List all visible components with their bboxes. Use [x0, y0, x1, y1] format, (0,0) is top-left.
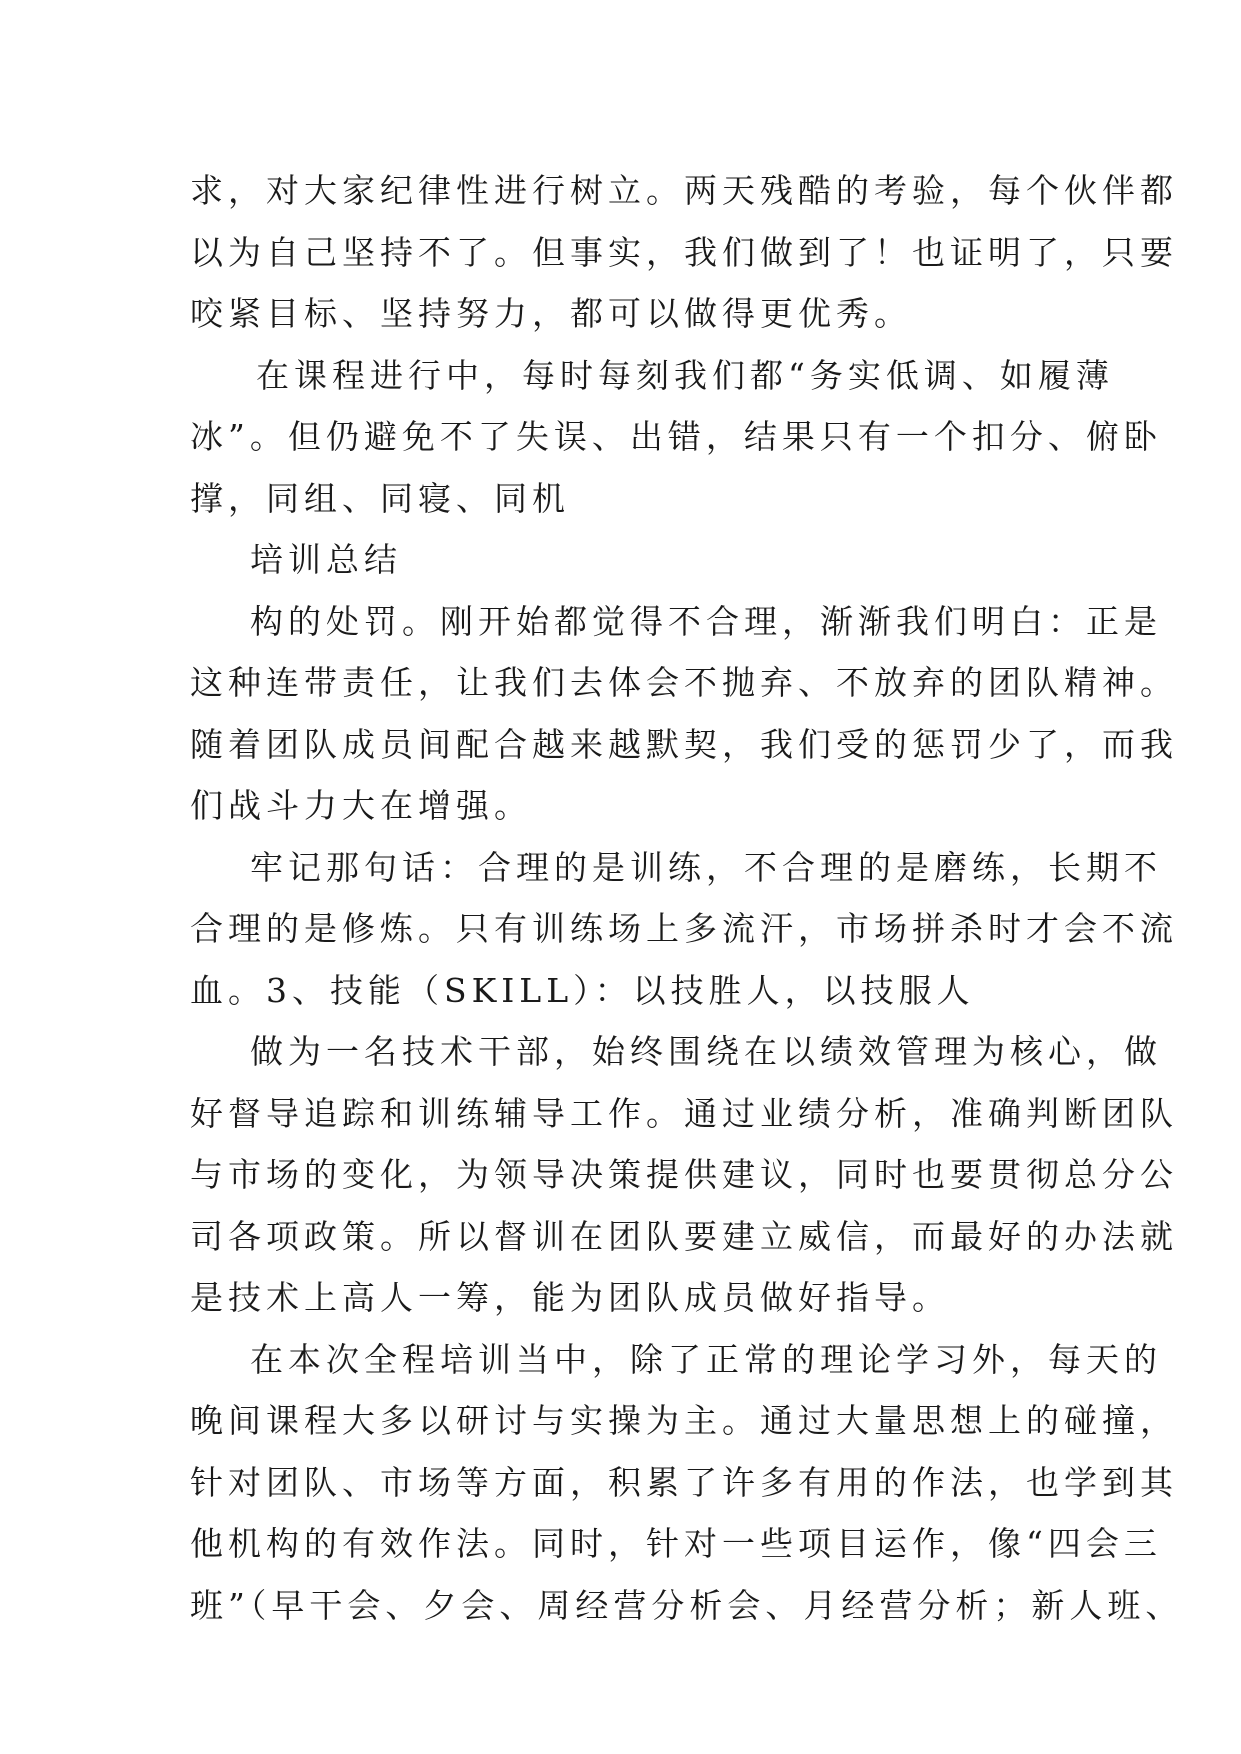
paragraph-start-line: 牢记那句话：合理的是训练，不合理的是磨练，长期不: [250, 847, 1162, 887]
text-line: 撑，同组、同寝、同机: [190, 478, 570, 518]
section-heading: 培训总结: [250, 540, 402, 579]
text-line: 冰”。但仍避免不了失误、出错，结果只有一个扣分、俯卧: [190, 417, 1162, 456]
text-line: 们战斗力大在增强。: [190, 786, 532, 825]
text-line: 合理的是修炼。只有训练场上多流汗，市场拼杀时才会不流: [190, 909, 1178, 948]
text-line: 是技术上高人一筹，能为团队成员做好指导。: [190, 1278, 950, 1317]
text-line: 随着团队成员间配合越来越默契，我们受的惩罚少了，而我: [190, 724, 1178, 764]
text-line: 针对团队、市场等方面，积累了许多有用的作法，也学到其: [190, 1462, 1178, 1502]
text-line: 这种连带责任，让我们去体会不抛弃、不放弃的团队精神。: [190, 663, 1178, 702]
paragraph-start-line: 在课程进行中，每时每刻我们都“务实低调、如履薄: [256, 355, 1114, 395]
text-line: 司各项政策。所以督训在团队要建立威信，而最好的办法就: [190, 1216, 1178, 1256]
paragraph-start-line: 构的处罚。刚开始都觉得不合理，渐渐我们明白：正是: [250, 601, 1162, 641]
text-line: 班”（早干会、夕会、周经营分析会、月经营分析；新人班、: [190, 1585, 1184, 1625]
paragraph-start-line: 做为一名技术干部，始终围绕在以绩效管理为核心，做: [250, 1032, 1162, 1071]
text-line: 求，对大家纪律性进行树立。两天残酷的考验，每个伙伴都: [190, 171, 1178, 210]
text-line: 以为自己坚持不了。但事实，我们做到了！也证明了，只要: [190, 232, 1178, 272]
text-line: 好督导追踪和训练辅导工作。通过业绩分析，准确判断团队: [190, 1093, 1178, 1133]
text-line: 与市场的变化，为领导决策提供建议，同时也要贯彻总分公: [190, 1155, 1178, 1194]
text-line: 咬紧目标、坚持努力，都可以做得更优秀。: [190, 294, 912, 333]
text-line: 血。3、技能（SKILL）：以技胜人，以技服人: [190, 970, 975, 1010]
text-line: 晚间课程大多以研讨与实操为主。通过大量思想上的碰撞，: [190, 1401, 1178, 1440]
document-body: [190, 160, 1184, 1636]
paragraph-start-line: 在本次全程培训当中，除了正常的理论学习外，每天的: [250, 1339, 1162, 1379]
text-line: 他机构的有效作法。同时，针对一些项目运作，像“四会三: [190, 1524, 1162, 1563]
